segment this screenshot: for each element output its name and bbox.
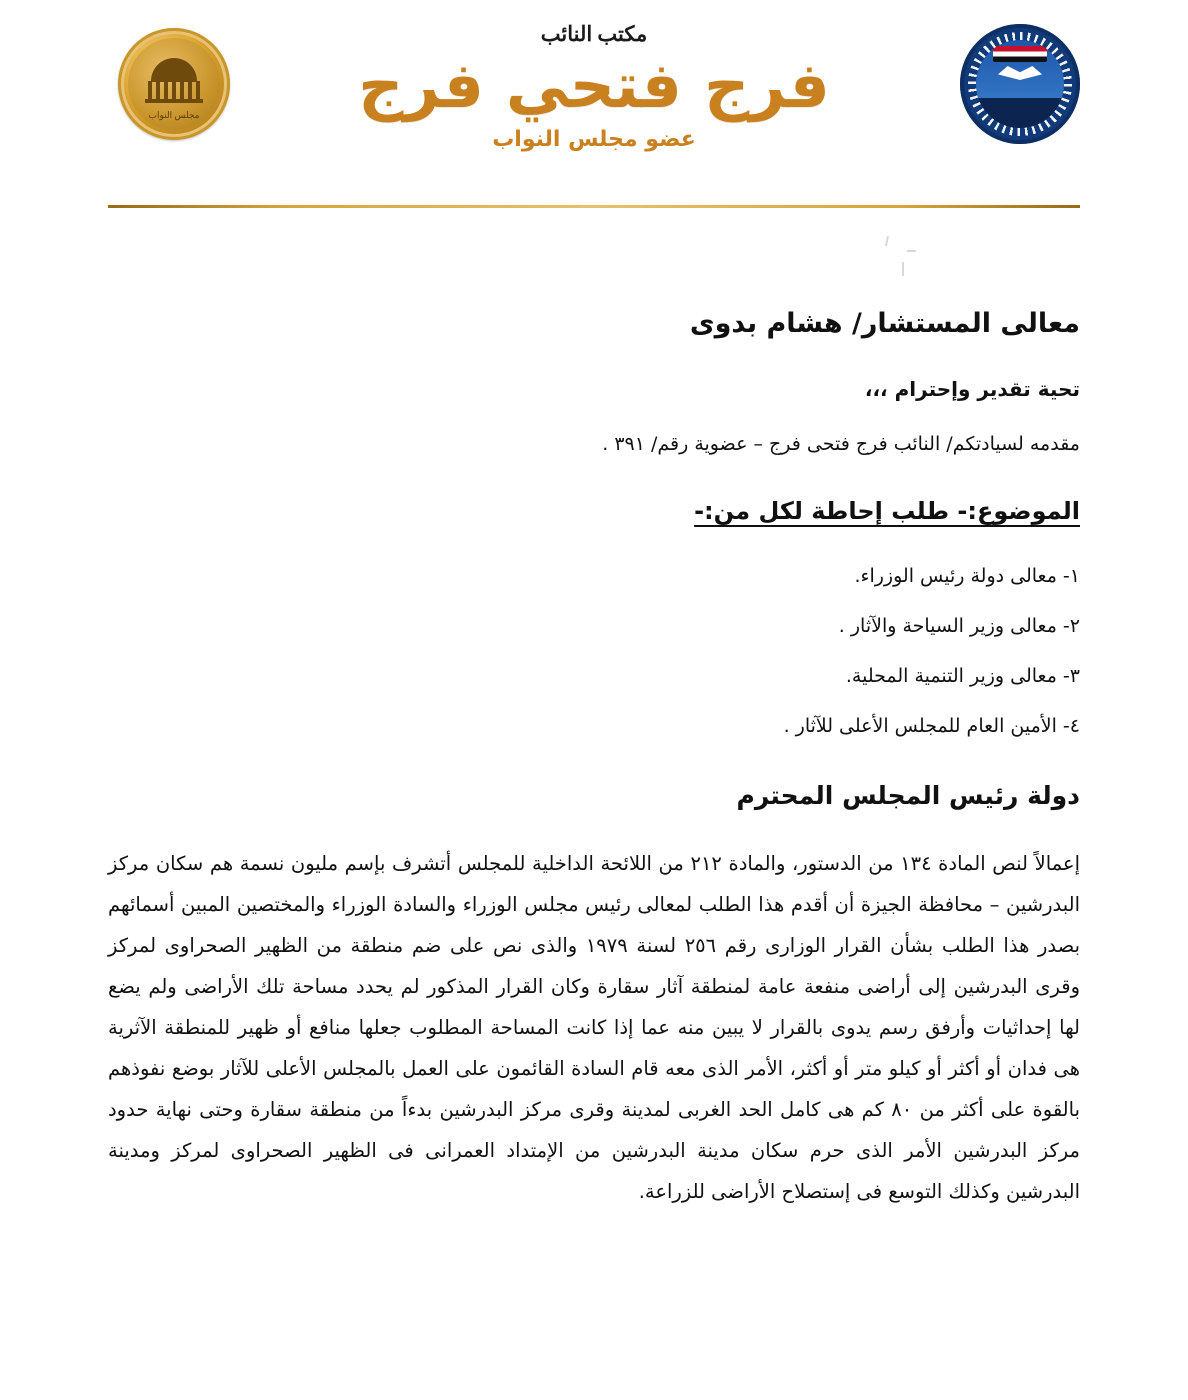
- body-paragraph: إعمالاً لنص المادة ١٣٤ من الدستور، والمادة ٢١٢ من اللائحة الداخلية للمجلس أتشرف بإسم مليون نسمة هم سكان مركز البدرشين – محافظة الجيزة أن أقدم هذا الطلب لمعالى رئيس مجلس الوزراء والسادة الوزراء والمختصين المبين أسمائهم بصدر هذا الطلب بشأن القرار الوزارى رقم ٢٥٦ لسنة ١٩٧٩ والذى نص على ضم منطقة من الظهير الصحراوى لمركز وقرى البدرشين إلى أراضى منفعة عامة لمنطقة آثار سقارة وكان القرار المذكور لم يحدد مساحة تلك الأراضى ولم يضع لها إحداثيات وأرفق رسم يدوى بالقرار لا يبين منه عما إذا كانت المساحة المطلوب جعلها منافع أو ظهير للمنطقة الآثرية هى فدان أو أكثر أو كيلو متر أو أكثر، الأمر الذى معه قام السادة القائمون على العمل بالمجلس الأعلى للآثار بوضع نفوذهم بالقوة على أكثر من ٨٠ كم هى كامل الحد الغربى لمدينة وقرى مركز البدرشين بدءاً من منطقة سقارة وحتى نهاية حدود مركز البدرشين الأمر الذى حرم سكان مدينة البدرشين من الإمتداد العمرانى فى الظهير الصحراوى لمركز ومدينة البدرشين وكذلك التوسع فى إستصلاح الأراضى للزراعة.: [108, 852, 1080, 1203]
- salutation-line: دولة رئيس المجلس المحترم: [736, 781, 1080, 810]
- eagle-icon: [998, 66, 1042, 80]
- list-item: ٤- الأمين العام للمجلس الأعلى للآثار .: [783, 715, 1080, 737]
- header-divider: [0, 205, 1188, 211]
- header-divider-line: [108, 205, 1080, 208]
- subject-line: الموضوع:- طلب إحاطة لكل من:-: [694, 497, 1080, 525]
- office-line: مكتب النائب: [540, 22, 648, 46]
- egypt-flag-icon: [993, 46, 1047, 62]
- addressee-line: معالى المستشار/ هشام بدوى: [689, 308, 1080, 339]
- egypt-eagle-flag-badge-icon: [960, 24, 1080, 144]
- deputy-name: فرج فتحي فرج: [358, 49, 830, 122]
- recipients-list: [108, 565, 1080, 737]
- letter-body: [0, 212, 1188, 1212]
- scan-artifact: [902, 262, 904, 276]
- scan-artifact: [907, 250, 916, 252]
- badge-inner-disc: [976, 40, 1064, 128]
- submitter-line: مقدمه لسيادتكم/ النائب فرج فتحى فرج – عضوية رقم/ ٣٩١ .: [602, 433, 1080, 455]
- crowd-silhouette: [976, 98, 1064, 128]
- seal-caption: مجلس النواب: [148, 110, 200, 120]
- letterhead: [0, 0, 1188, 212]
- list-item: ٣- معالى وزير التنمية المحلية.: [845, 665, 1080, 687]
- list-item: ١- معالى دولة رئيس الوزراء.: [854, 565, 1080, 587]
- greeting-line: تحية تقدير وإحترام ،،،: [864, 377, 1080, 401]
- list-item: ٢- معالى وزير السياحة والآثار .: [838, 615, 1080, 637]
- deputy-role: عضو مجلس النواب: [492, 127, 696, 153]
